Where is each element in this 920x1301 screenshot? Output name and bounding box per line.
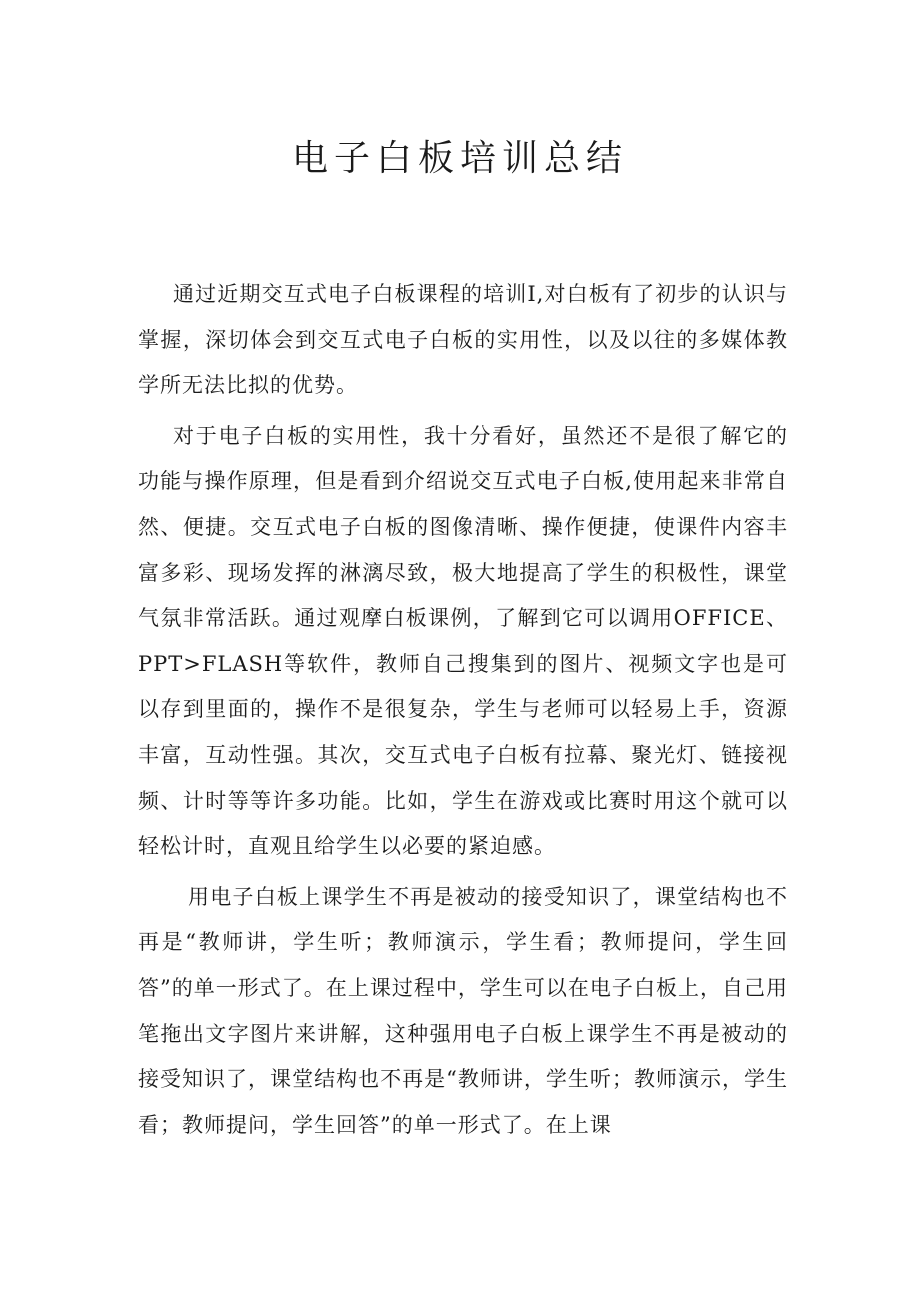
paragraph-2: 对于电子白板的实用性，我十分看好，虽然还不是很了解它的功能与操作原理，但是看到介绍说交互式电子白板,使用起来非常自然、便捷。交互式电子白板的图像清晰、操作便捷，使课件内容丰富多彩、现场发挥的淋漓尽致，极大地提高了学生的积极性，课堂气氛非常活跃。通过观摩白板课例，了解到它可以调用OFFICE、PPT>FLASH等软件，教师自己搜集到的图片、视频文字也是可以存到里面的，操作不是很复杂，学生与老师可以轻易上手，资源丰富，互动性强。其次，交互式电子白板有拉幕、聚光灯、链接视频、计时等等许多功能。比如，学生在游戏或比赛时用这个就可以轻松计时，直观且给学生以必要的紧迫感。 [138, 423, 788, 859]
paragraph-3: 用电子白板上课学生不再是被动的接受知识了，课堂结构也不再是“教师讲，学生听；教师演示，学生看；教师提问，学生回答”的单一形式了。在上课过程中，学生可以在电子白板上，自己用笔拖出文字图片来讲解，这种强用电子白板上课学生不再是被动的接受知识了，课堂结构也不再是“教师讲，学生听；教师演示，学生看；教师提问，学生回答”的单一形式了。在上课 [138, 884, 788, 1137]
paragraph-1: 通过近期交互式电子白板课程的培训I,对白板有了初步的认识与掌握，深切体会到交互式电子白板的实用性，以及以往的多媒体教学所无法比拟的优势。 [138, 282, 788, 398]
document-title: 电子白板培训总结 [291, 138, 628, 179]
document-body [138, 272, 788, 1148]
